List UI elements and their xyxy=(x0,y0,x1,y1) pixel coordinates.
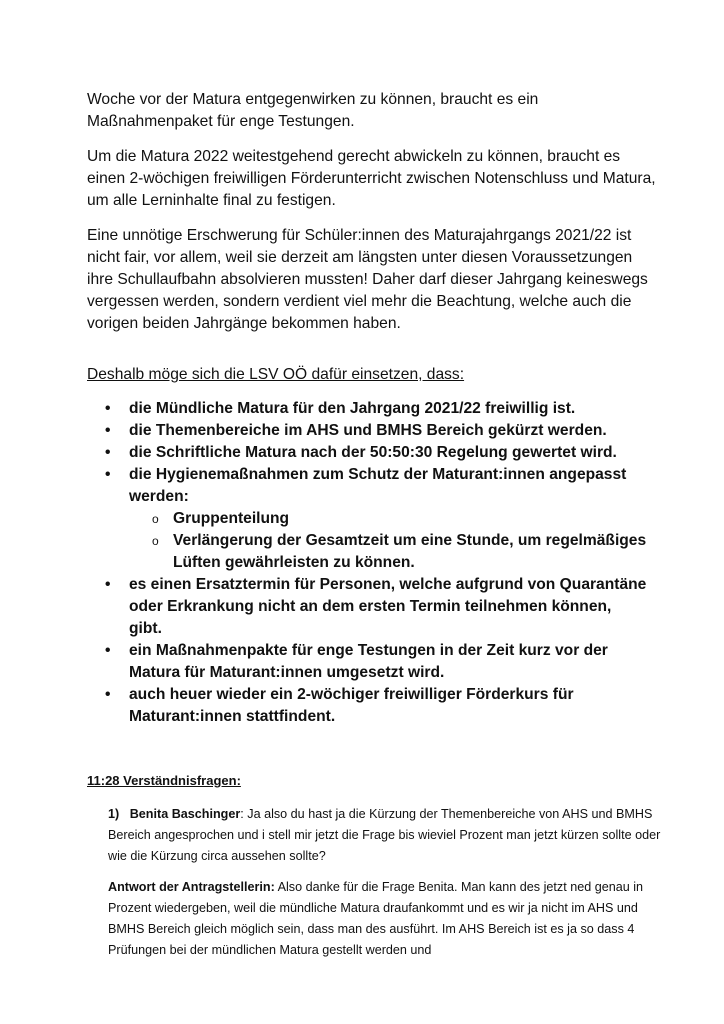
answer-block xyxy=(108,877,664,961)
demand-item: • ein Maßnahmenpakte für enge Testungen in der Zeit kurz vor der Matura für Maturant:innen umgesetzt wird. xyxy=(87,640,647,684)
question-block xyxy=(108,804,664,867)
question-text: : Ja also du hast ja die Kürzung der Themenbereiche von AHS und BMHS Bereich angesprochen und i stell mir jetzt die Frage bis wieviel Prozent man jetzt kürzen sollte oder wie die Kürzung circa aussehen sollte? xyxy=(108,807,661,863)
paragraph-foerderunterricht: Um die Matura 2022 weitestgehend gerecht abwickeln zu können, braucht es einen 2-wöchigen freiwilligen Förderunterricht zwischen Notenschluss und Matura, um alle Lerninhalte final zu festigen. xyxy=(87,148,656,209)
question-speaker: Benita Baschinger xyxy=(129,807,241,821)
demand-item: • auch heuer wieder ein 2-wöchiger freiwilliger Förderkurs für Maturant:innen stattfindent. xyxy=(87,684,647,728)
hygiene-sublist xyxy=(129,508,647,574)
question-number: 1) xyxy=(108,807,120,821)
hygiene-subitem: o Gruppenteilung xyxy=(129,508,647,530)
hygiene-subitem: o Verlängerung der Gesamtzeit um eine Stunde, um regelmäßiges Lüften gewährleisten zu können. xyxy=(129,530,647,574)
section-heading-verstaendnisfragen: 11:28 Verständnisfragen: xyxy=(87,773,241,788)
paragraph-testing: Woche vor der Matura entgegenwirken zu können, braucht es ein Maßnahmenpaket für enge Testungen. xyxy=(87,91,539,130)
demands-list xyxy=(87,398,647,728)
answer-text: Also danke für die Frage Benita. Man kann des jetzt ned genau in Prozent wiedergeben, weil die mündliche Matura draufankommt und es wir ja nicht im AHS und BMHS Bereich gleich möglich sein, dass man des ausführt. Im AHS Bereich ist es ja so dass 4 Prüfungen bei der mündlichen Matura gestellt werden und xyxy=(108,880,644,957)
paragraph-erschwerung: Eine unnötige Erschwerung für Schüler:innen des Maturajahrgangs 2021/22 ist nicht fair, vor allem, weil sie derzeit am längsten unter diesen Voraussetzungen ihre Schullaufbahn absolvieren mussten! Daher darf dieser Jahrgang keineswegs vergessen werden, sondern verdient viel mehr die Beachtung, welche auch die vorigen beiden Jahrgänge bekommen haben. xyxy=(87,227,648,332)
motion-heading: Deshalb möge sich die LSV OÖ dafür einsetzen, dass: xyxy=(87,366,465,383)
demand-item: • die Themenbereiche im AHS und BMHS Bereich gekürzt werden. xyxy=(87,420,647,442)
demand-item: • es einen Ersatztermin für Personen, welche aufgrund von Quarantäne oder Erkrankung nicht an dem ersten Termin teilnehmen können, gibt. xyxy=(87,574,647,640)
answer-speaker: Antwort der Antragstellerin: xyxy=(108,880,275,894)
demand-item: • die Schriftliche Matura nach der 50:50:30 Regelung gewertet wird. xyxy=(87,442,647,464)
demand-item: • die Hygienemaßnahmen zum Schutz der Maturant:innen angepasst werden: o Gruppenteilung o Verlängerung der Gesamtzeit um eine Stunde, um regelmäßiges Lüften gewährleisten zu können. xyxy=(87,464,647,574)
demand-item: • die Mündliche Matura für den Jahrgang 2021/22 freiwillig ist. xyxy=(87,398,647,420)
